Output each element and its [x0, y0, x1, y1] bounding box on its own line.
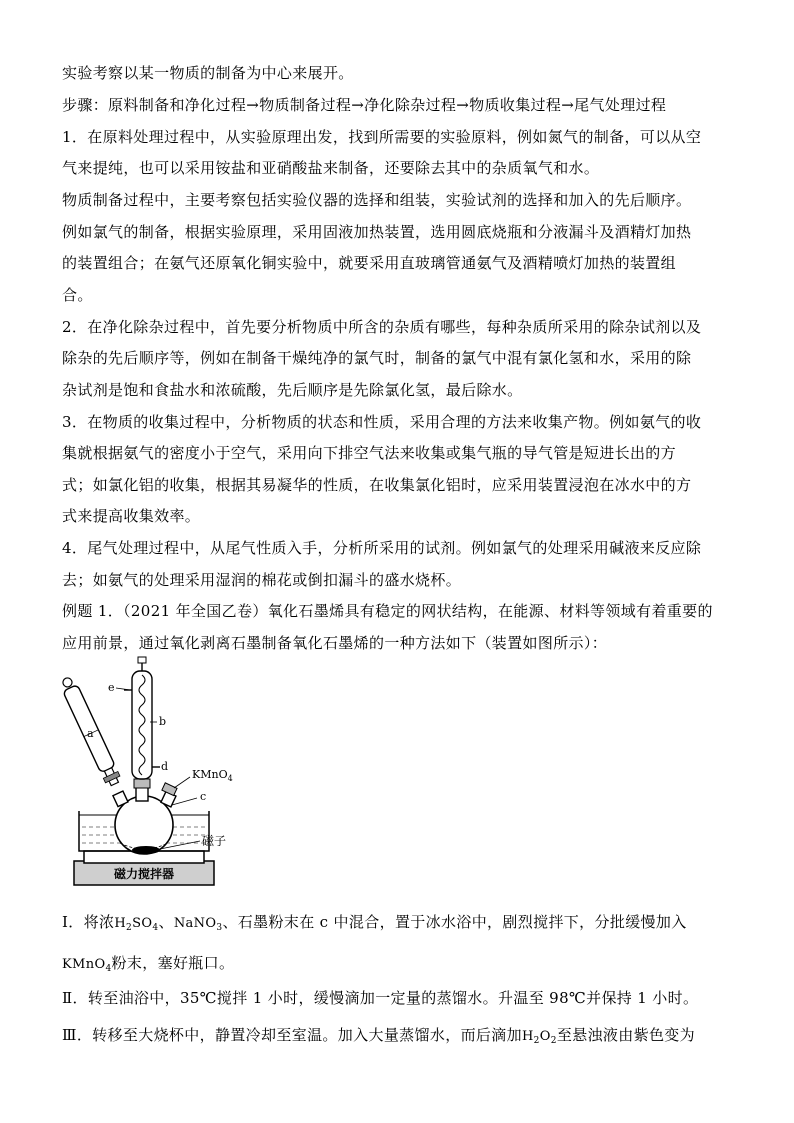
point4-line1: 4．尾气处理过程中，从尾气性质入手，分析所采用的试剂。例如氯气的处理采用碱液来反应除 — [62, 539, 702, 557]
label-c: c — [200, 790, 207, 803]
point2-line2: 除杂的先后顺序等，例如在制备干燥纯净的氯气时，制备的氯气中混有氯化氢和水，采用的除 — [62, 349, 692, 367]
prep-line1: 物质制备过程中，主要考察包括实验仪器的选择和组装，实验试剂的选择和加入的先后顺序。 — [62, 191, 692, 209]
step2-line: Ⅱ．转至油浴中，35℃搅拌 1 小时，缓慢滴加一定量的蒸馏水。升温至 98℃并保持 1 小时。 — [62, 989, 699, 1007]
step1-line1: Ⅰ．将浓$H_2SO_4$、NaNO$_3$、石墨粉末在 c 中混合，置于冰水浴中，剧烈搅拌下，分批缓慢加入 — [62, 913, 687, 933]
step1-numeral: Ⅰ． — [62, 913, 84, 931]
point3-line1: 3．在物质的收集过程中，分析物质的状态和性质，采用合理的方法来收集产物。例如氨气的收 — [62, 413, 702, 431]
apparatus-diagram — [62, 655, 252, 890]
step3-line: Ⅲ．转移至大烧杯中，静置冷却至室温。加入大量蒸馏水，而后滴加$H_2O_2$至悬浊液由紫色变为 — [62, 1026, 695, 1046]
formula-h2o2: $H_2O_2$ — [521, 1029, 557, 1046]
step3-numeral: Ⅲ． — [62, 1026, 93, 1044]
prep-line3: 的装置组合；在氨气还原氧化铜实验中，就要采用直玻璃管通氨气及酒精喷灯加热的装置组 — [62, 254, 677, 272]
intro-paragraph: 实验考察以某一物质的制备为中心来展开。 — [62, 64, 354, 82]
point3-line4: 式来提高收集效率。 — [62, 507, 201, 525]
step1-line2: KMnO$_4$粉末，塞好瓶口。 — [62, 954, 235, 974]
label-b: b — [159, 715, 167, 728]
steps-paragraph: 步骤：原料制备和净化过程→物质制备过程→净化除杂过程→物质收集过程→尾气处理过程 — [62, 96, 667, 114]
formula-kmno4: KMnO$_4$ — [62, 957, 112, 974]
three-neck-flask-c — [115, 796, 173, 854]
point4-line2: 去；如氨气的处理采用湿润的棉花或倒扣漏斗的盛水烧杯。 — [62, 571, 462, 589]
prep-line4: 合。 — [62, 286, 93, 304]
prep-line2: 例如氯气的制备，根据实验原理，采用固液加热装置，选用圆底烧瓶和分液漏斗及酒精灯加热 — [62, 223, 692, 241]
example-line1: 例题 1．（2021 年全国乙卷）氧化石墨烯具有稳定的网状结构，在能源、材料等领域有着重要的 — [62, 602, 713, 620]
stir-bar-label: 磁子 — [202, 834, 227, 848]
label-d: d — [161, 760, 169, 773]
step2-numeral: Ⅱ． — [62, 989, 88, 1007]
point3-line3: 式；如氯化铝的收集，根据其易凝华的性质，在收集氯化铝时，应采用装置浸泡在冰水中的方 — [62, 476, 692, 494]
example-line2: 应用前景，通过氧化剥离石墨制备氧化石墨烯的一种方法如下（装置如图所示）： — [62, 634, 608, 652]
point3-line2: 集就根据氨气的密度小于空气，采用向下排空气法来收集或集气瓶的导气管是短进长出的方 — [62, 444, 677, 462]
point1-line2: 气来提纯，也可以采用铵盐和亚硝酸盐来制备，还要除去其中的杂质氧气和水。 — [62, 159, 600, 177]
formula-nano3: NaNO$_3$ — [173, 916, 223, 933]
point2-line1: 2．在净化除杂过程中，首先要分析物质中所含的杂质有哪些，每种杂质所采用的除杂试剂以及 — [62, 318, 702, 336]
point2-line3: 杂试剂是饱和食盐水和浓硫酸，先后顺序是先除氯化氢，最后除水。 — [62, 381, 523, 399]
formula-h2so4: $H_2SO_4$ — [114, 916, 159, 933]
stirrer-label: 磁力搅拌器 — [113, 867, 175, 881]
label-e: e — [108, 681, 115, 694]
label-kmno4: KMnO$_4$ — [192, 768, 233, 783]
apparatus-figure — [62, 655, 252, 890]
label-a: a — [87, 727, 94, 740]
stir-bar — [132, 846, 160, 854]
point1-line1: 1．在原料处理过程中，从实验原理出发，找到所需要的实验原料，例如氮气的制备，可以从空 — [62, 128, 702, 146]
